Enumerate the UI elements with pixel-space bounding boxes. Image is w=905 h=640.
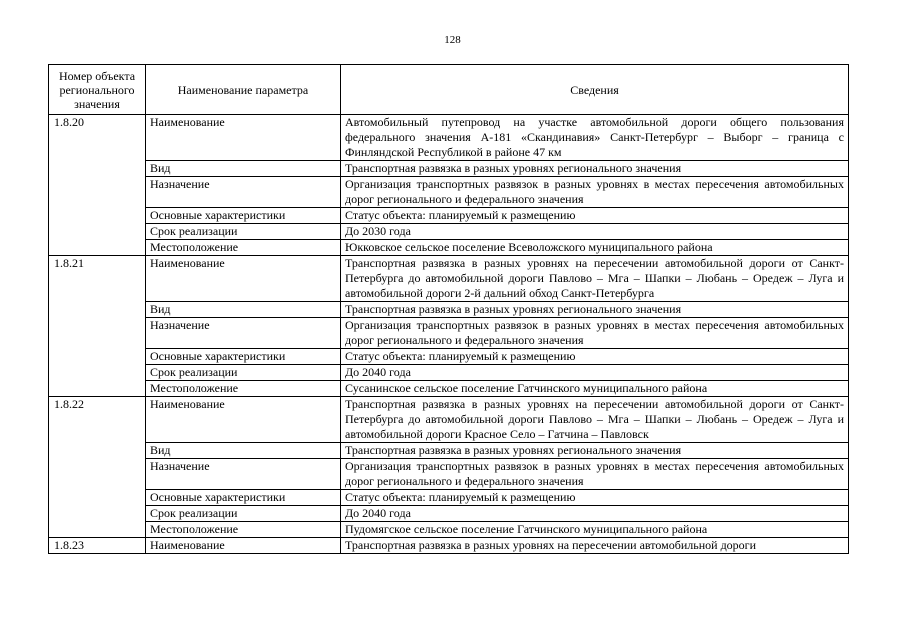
table-row	[49, 365, 849, 381]
header-object-number: Номер объекта регионального значения	[49, 65, 146, 115]
parameter-info: Статус объекта: планируемый к размещению	[341, 349, 849, 365]
table-row	[49, 302, 849, 318]
parameter-name: Наименование	[146, 397, 341, 443]
parameter-info: Пудомягское сельское поселение Гатчинского муниципального района	[341, 522, 849, 538]
header-info: Сведения	[341, 65, 849, 115]
parameter-name: Вид	[146, 443, 341, 459]
parameter-name: Наименование	[146, 538, 341, 554]
table-row	[49, 224, 849, 240]
table-row	[49, 381, 849, 397]
object-number: 1.8.20	[49, 115, 146, 256]
table-body	[49, 115, 849, 554]
parameter-name: Вид	[146, 302, 341, 318]
parameter-name: Местоположение	[146, 240, 341, 256]
table-row	[49, 208, 849, 224]
parameter-name: Срок реализации	[146, 224, 341, 240]
parameter-info: Транспортная развязка в разных уровнях регионального значения	[341, 161, 849, 177]
parameter-info: Юкковское сельское поселение Всеволожского муниципального района	[341, 240, 849, 256]
parameter-name: Срок реализации	[146, 365, 341, 381]
parameter-info: До 2040 года	[341, 365, 849, 381]
parameter-name: Срок реализации	[146, 506, 341, 522]
parameter-info: Транспортная развязка в разных уровнях на пересечении автомобильной дороги от Санкт-Петербурга до автомобильной дороги Павлово – Мга – Шапки – Любань – Оредеж – Луга и автомобильной дороги Красное Село – Гатчина – Павловск	[341, 397, 849, 443]
parameter-name: Местоположение	[146, 381, 341, 397]
parameter-name: Назначение	[146, 318, 341, 349]
parameter-name: Основные характеристики	[146, 208, 341, 224]
parameter-info: Автомобильный путепровод на участке автомобильной дороги общего пользования федерального значения А-181 «Скандинавия» Санкт-Петербург – Выборг – граница с Финляндской Республикой в районе 47 км	[341, 115, 849, 161]
parameter-name: Вид	[146, 161, 341, 177]
parameter-name: Назначение	[146, 459, 341, 490]
header-parameter-name: Наименование параметра	[146, 65, 341, 115]
parameter-info: Организация транспортных развязок в разных уровнях в местах пересечения автомобильных дорог регионального и федерального значения	[341, 177, 849, 208]
parameter-name: Основные характеристики	[146, 349, 341, 365]
table-row	[49, 506, 849, 522]
table-row	[49, 161, 849, 177]
table-row	[49, 397, 849, 443]
parameter-info: Статус объекта: планируемый к размещению	[341, 490, 849, 506]
parameter-info: Организация транспортных развязок в разных уровнях в местах пересечения автомобильных дорог регионального и федерального значения	[341, 459, 849, 490]
object-number: 1.8.22	[49, 397, 146, 538]
table-row	[49, 490, 849, 506]
parameter-info: Транспортная развязка в разных уровнях на пересечении автомобильной дороги от Санкт-Петербурга до автомобильной дороги Павлово – Мга – Шапки – Любань – Оредеж – Луга и автомобильной дороги 2-й дальний обход Санкт-Петербурга	[341, 256, 849, 302]
parameter-info: Сусанинское сельское поселение Гатчинского муниципального района	[341, 381, 849, 397]
table-row	[49, 256, 849, 302]
objects-table	[48, 64, 849, 554]
parameter-info: Организация транспортных развязок в разных уровнях в местах пересечения автомобильных дорог регионального и федерального значения	[341, 318, 849, 349]
table-row	[49, 443, 849, 459]
parameter-name: Основные характеристики	[146, 490, 341, 506]
parameter-name: Назначение	[146, 177, 341, 208]
table-row	[49, 459, 849, 490]
table-row	[49, 522, 849, 538]
parameter-info: До 2040 года	[341, 506, 849, 522]
table-row	[49, 177, 849, 208]
table-row	[49, 115, 849, 161]
table-row	[49, 240, 849, 256]
parameter-name: Местоположение	[146, 522, 341, 538]
object-number: 1.8.21	[49, 256, 146, 397]
object-number: 1.8.23	[49, 538, 146, 554]
parameter-info: До 2030 года	[341, 224, 849, 240]
parameter-name: Наименование	[146, 256, 341, 302]
parameter-name: Наименование	[146, 115, 341, 161]
parameter-info: Транспортная развязка в разных уровнях на пересечении автомобильной дороги	[341, 538, 849, 554]
page-number: 128	[444, 34, 461, 46]
table-row	[49, 349, 849, 365]
table-header-row	[49, 65, 849, 115]
table-row	[49, 318, 849, 349]
parameter-info: Статус объекта: планируемый к размещению	[341, 208, 849, 224]
parameter-info: Транспортная развязка в разных уровнях регионального значения	[341, 302, 849, 318]
parameter-info: Транспортная развязка в разных уровнях регионального значения	[341, 443, 849, 459]
table-row	[49, 538, 849, 554]
